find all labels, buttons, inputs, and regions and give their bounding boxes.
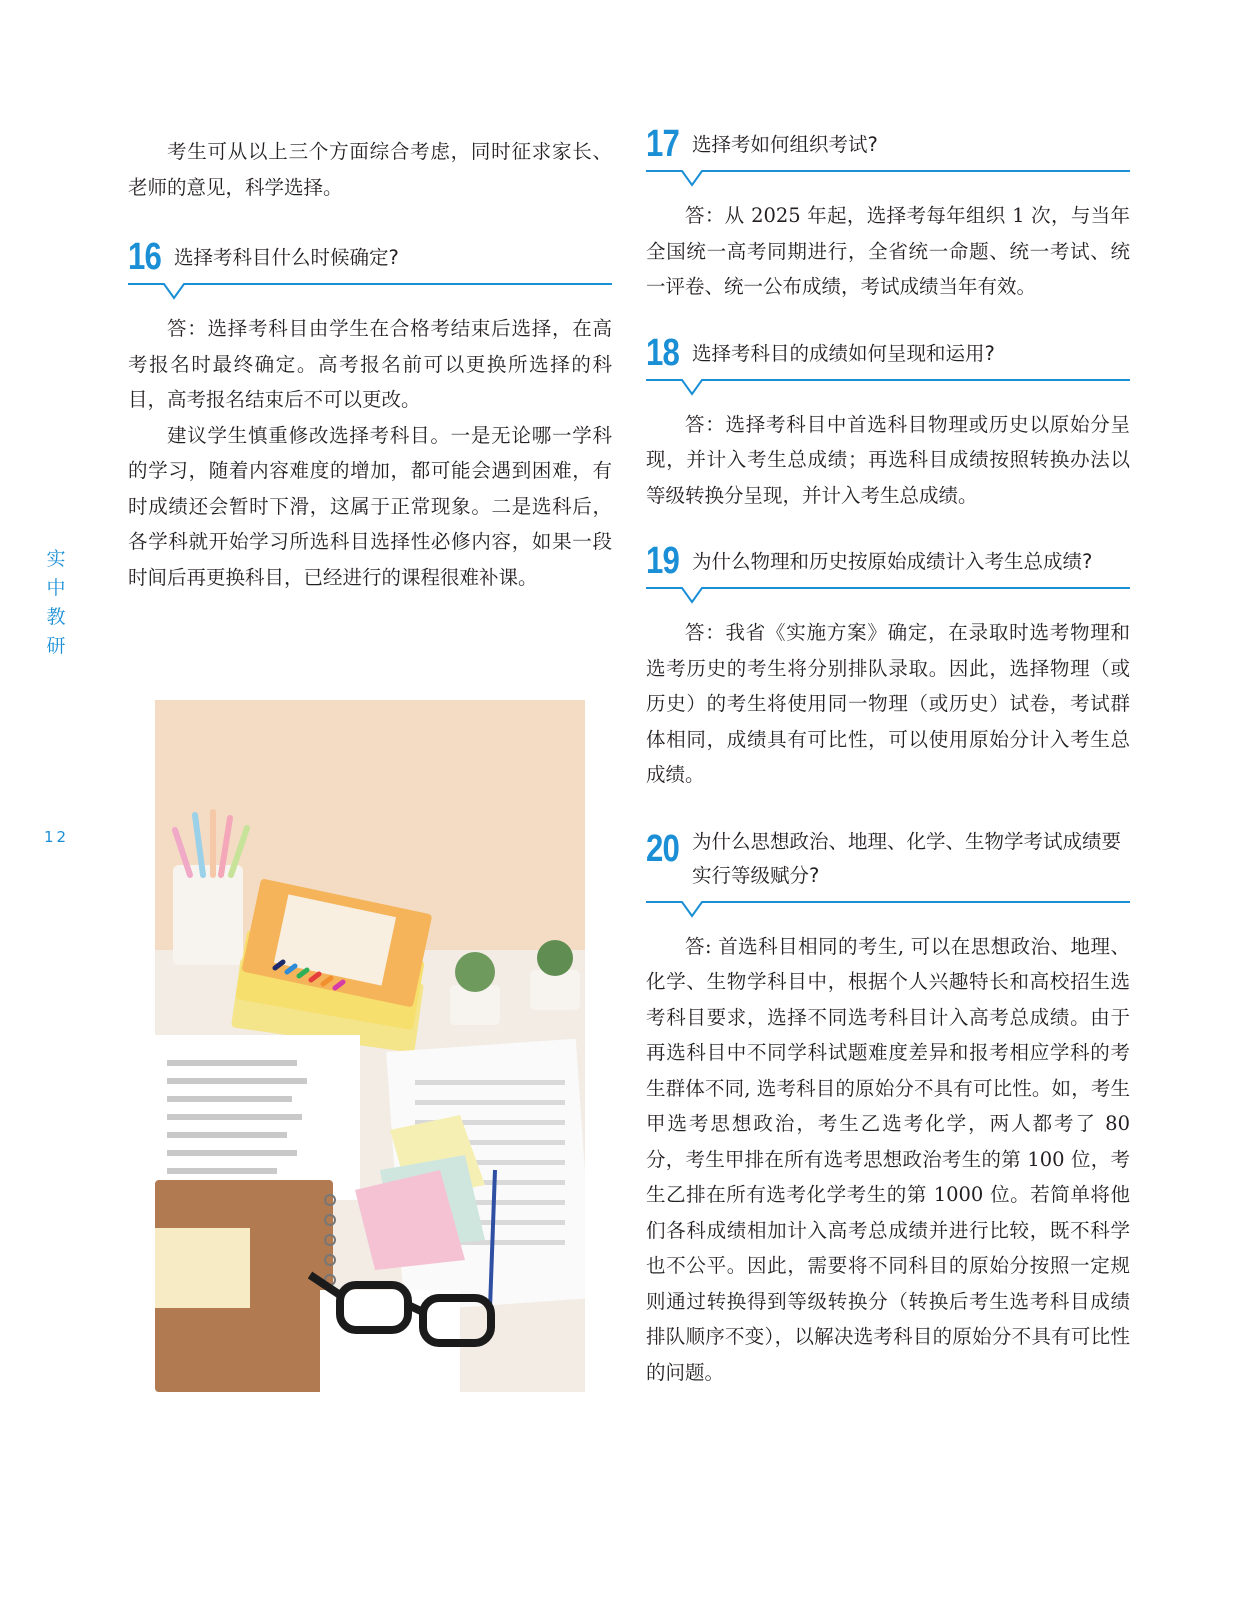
question-17-answer [646,198,1130,305]
desk-stationery-photo [155,700,585,1392]
left-column [128,134,612,595]
heading-underline [646,168,1130,188]
heading-underline [646,377,1130,397]
question-number: 18 [646,331,680,374]
answer-paragraph: 答：从 2025 年起，选择考每年组织 1 次，与当年全国统一高考同期进行，全省统一命题、统一考试、统一评卷、统一公布成绩，考试成绩当年有效。 [646,204,1130,298]
question-19-heading [646,541,1130,605]
question-18-answer [646,407,1130,514]
question-number: 19 [646,540,680,582]
side-label-char: 研 [46,635,66,657]
intro-paragraph: 考生可从以上三个方面综合考虑，同时征求家长、老师的意见，科学选择。 [128,140,612,199]
answer-paragraph: 建议学生慎重修改选择考科目。一是无论哪一学科的学习，随着内容难度的增加，都可能会遇到困难，有时成绩还会暂时下滑，这属于正常现象。二是选科后，各学科就开始学习所选科目选择性必修内容，如果一段时间后再更换科目，已经进行的课程很难补课。 [128,423,612,589]
question-20-heading [646,821,1130,919]
question-20-answer [646,929,1130,1391]
question-18-heading [646,333,1130,397]
question-title: 为什么思想政治、地理、化学、生物学考试成绩要实行等级赋分? [692,829,1122,887]
side-section-label [44,545,68,661]
answer-paragraph: 答：我省《实施方案》确定，在录取时选考物理和选考历史的考生将分别排队录取。因此，选择物理（或历史）的考生将使用同一物理（或历史）试卷，考试群体相同，成绩具有可比性，可以使用原始分计入考生总成绩。 [646,621,1130,786]
question-number: 17 [646,123,680,165]
answer-paragraph: 答: 首选科目相同的考生, 可以在思想政治、地理、化学、生物学科目中，根据个人兴趣特长和高校招生选考科目要求，选择不同选考科目计入高考总成绩。由于再选科目中不同学科试题难度差异和报考相应学科的考生群体不同, 选考科目的原始分不具有可比性。如，考生甲选考思想政治，考生乙选考化学，两人都考了 80 分，考生甲排在所有选考思想政治考生的第 100 位，考生乙排在所有选考化学考生的第 1000 位。若简单将他们各科成绩相加计入高考总成绩并进行比较，既不科学也不公平。因此，需要将不同科目的原始分按照一定规则通过转换得到等级转换分（转换后考生选考科目成绩排队顺序不变），以解决选考科目的原始分不具有可比性的问题。 [646,934,1130,1384]
answer-paragraph: 答：选择考科目中首选科目物理或历史以原始分呈现，并计入考生总成绩；再选科目成绩按照转换办法以等级转换分呈现，并计入考生总成绩。 [646,412,1130,507]
question-17-heading [646,124,1130,188]
question-number: 16 [128,236,162,278]
page-number: 12 [44,828,70,846]
question-title: 为什么物理和历史按原始成绩计入考生总成绩? [692,550,1093,573]
right-column [646,124,1130,1390]
heading-underline [128,281,612,301]
question-19-answer [646,615,1130,793]
side-label-char: 实 [46,548,66,570]
question-16-heading [128,237,612,301]
question-16-answer [128,311,612,595]
question-title: 选择考科目什么时候确定? [174,246,399,269]
side-label-char: 中 [46,577,66,599]
question-title: 选择考如何组织考试? [692,133,878,156]
heading-underline [646,899,1130,919]
question-number: 20 [646,827,680,870]
side-label-char: 教 [46,606,66,628]
heading-underline [646,585,1130,605]
question-title: 选择考科目的成绩如何呈现和运用? [692,341,995,365]
answer-paragraph: 答：选择考科目由学生在合格考结束后选择，在高考报名时最终确定。高考报名前可以更换所选择的科目，高考报名结束后不可以更改。 [128,317,612,411]
